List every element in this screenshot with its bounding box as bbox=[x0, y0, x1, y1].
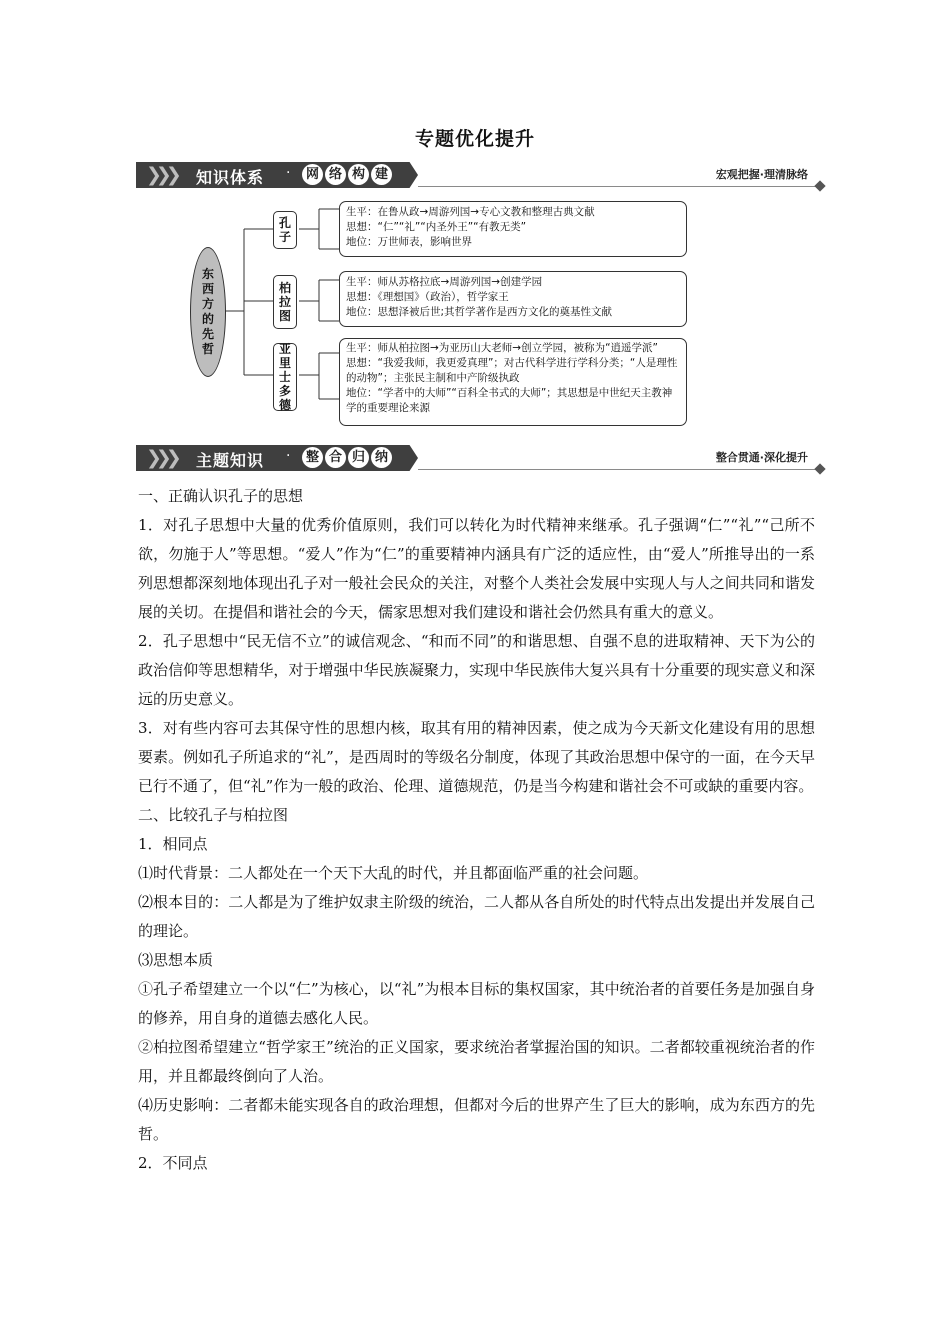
knowledge-diagram bbox=[136, 195, 816, 435]
banner-tagline: 宏观把握·理清脉络 bbox=[715, 168, 808, 181]
banner-separator: · bbox=[286, 448, 291, 464]
banner-subtitle-char: 合 bbox=[325, 447, 346, 468]
paragraph: ⑵根本目的：二人都是为了维护奴隶主阶级的统治，二人都从各自所处的时代特点出发提出并发展自己的理论。 bbox=[138, 893, 815, 940]
paragraph: ⑷历史影响：二者都未能实现各自的政治理想，但都对今后的世界产生了巨大的影响，成为东西方的先哲。 bbox=[138, 1096, 815, 1143]
info-line: 生平：在鲁从政→周游列国→专心文教和整理古典文献 bbox=[346, 206, 595, 218]
section-heading: 二、比较孔子与柏拉图 bbox=[138, 806, 289, 824]
banner-subtitle-char: 归 bbox=[348, 447, 369, 468]
section-banner-knowledge-system bbox=[136, 162, 826, 188]
info-line: 生平：师从柏拉图→为亚历山大老师→创立学园，被称为“逍遥学派” bbox=[346, 342, 658, 354]
banner-tagline: 整合贯通·深化提升 bbox=[715, 451, 808, 464]
node-plato: 柏 拉 图 bbox=[273, 275, 297, 329]
banner-subtitle-char: 整 bbox=[302, 447, 323, 468]
page-title: 专题优化提升 bbox=[414, 128, 535, 150]
banner-separator: · bbox=[286, 165, 291, 181]
subheading: 1．相同点 bbox=[138, 835, 208, 853]
paragraph: 1．对孔子思想中大量的优秀价值原则，我们可以转化为时代精神来继承。孔子强调“仁”“礼”“己所不欲，勿施于人”等思想。“爱人”作为“仁”的重要精神内涵具有广泛的适应性，由“爱人”所推导出的一系列思想都深刻地体现出孔子对一般社会民众的关注，对整个人类社会发展中实现人与人之间共同和谐发展的关切。在提倡和谐社会的今天，儒家思想对我们建设和谐社会仍然具有重大的意义。 bbox=[138, 516, 815, 621]
chevron-right-icon: ❯❯❯ bbox=[146, 164, 176, 186]
section-heading: 一、正确认识孔子的思想 bbox=[138, 487, 304, 505]
paragraph: ②柏拉图希望建立“哲学家王”统治的正义国家，要求统治者掌握治国的知识。二者都较重视统治者的作用，并且都最终倒向了人治。 bbox=[138, 1038, 815, 1085]
chevron-right-icon: ❯❯❯ bbox=[146, 447, 176, 469]
info-line: 思想：“我爱我师，我更爱真理”；对古代科学进行学科分类；“人是理性的动物”；主张民主制和中产阶级执政 bbox=[346, 357, 678, 384]
banner-subtitle-char: 络 bbox=[325, 164, 346, 185]
paragraph: 2．孔子思想中“民无信不立”的诚信观念、“和而不同”的和谐思想、自强不息的进取精神、天下为公的政治信仰等思想精华，对于增强中华民族凝聚力，实现中华民族伟大复兴具有十分重要的现实意义和深远的历史意义。 bbox=[138, 632, 815, 708]
node-aristotle: 亚 里 士 多 德 bbox=[273, 343, 297, 411]
subheading: ⑶思想本质 bbox=[138, 951, 214, 969]
banner-rule bbox=[418, 186, 818, 187]
paragraph: ①孔子希望建立一个以“仁”为核心，以“礼”为根本目标的集权国家，其中统治者的首要任务是加强自身的修养，用自身的道德去感化人民。 bbox=[138, 980, 815, 1027]
subheading: 2．不同点 bbox=[138, 1154, 208, 1172]
banner-subtitle bbox=[302, 164, 392, 185]
banner-subtitle bbox=[302, 447, 392, 468]
banner-subtitle-char: 构 bbox=[348, 164, 369, 185]
banner-title: 主题知识 bbox=[196, 451, 265, 470]
info-line: 地位：万世师表，影响世界 bbox=[346, 236, 472, 248]
info-box-confucius bbox=[339, 201, 687, 257]
paragraph: 3．对有些内容可去其保守性的思想内核，取其有用的精神因素，使之成为今天新文化建设有用的思想要素。例如孔子所追求的“礼”，是西周时的等级名分制度，体现了其政治思想中保守的一面，在今天早已行不通了，但“礼”作为一般的政治、伦理、道德规范，仍是当今构建和谐社会不可或缺的重要内容。 bbox=[138, 719, 815, 795]
info-line: 生平：师从苏格拉底→周游列国→创建学园 bbox=[346, 276, 543, 288]
paragraph: ⑴时代背景：二人都处在一个天下大乱的时代，并且都面临严重的社会问题。 bbox=[138, 864, 649, 882]
body-text bbox=[138, 482, 815, 1178]
info-line: 思想：“仁”“礼”“内圣外王”“有教无类” bbox=[346, 221, 527, 233]
info-line: 地位：“学者中的大师”“百科全书式的大师”；其思想是中世纪天主教神学的重要理论来源 bbox=[346, 387, 673, 414]
banner-title: 知识体系 bbox=[196, 168, 265, 187]
banner-rule bbox=[418, 469, 818, 470]
banner-subtitle-char: 纳 bbox=[371, 447, 392, 468]
banner-subtitle-char: 网 bbox=[302, 164, 323, 185]
node-confucius: 孔 子 bbox=[273, 211, 297, 249]
info-box-plato bbox=[339, 271, 687, 327]
diamond-icon bbox=[814, 463, 825, 474]
info-line: 思想：《理想国》（政治），哲学家王 bbox=[346, 291, 509, 303]
section-banner-theme-knowledge bbox=[136, 445, 826, 471]
info-box-aristotle bbox=[339, 338, 687, 426]
banner-subtitle-char: 建 bbox=[371, 164, 392, 185]
root-node: 东 西 方 的 先 哲 bbox=[190, 247, 226, 377]
info-line: 地位：思想泽被后世;其哲学著作是西方文化的奠基性文献 bbox=[346, 306, 613, 318]
diamond-icon bbox=[814, 180, 825, 191]
